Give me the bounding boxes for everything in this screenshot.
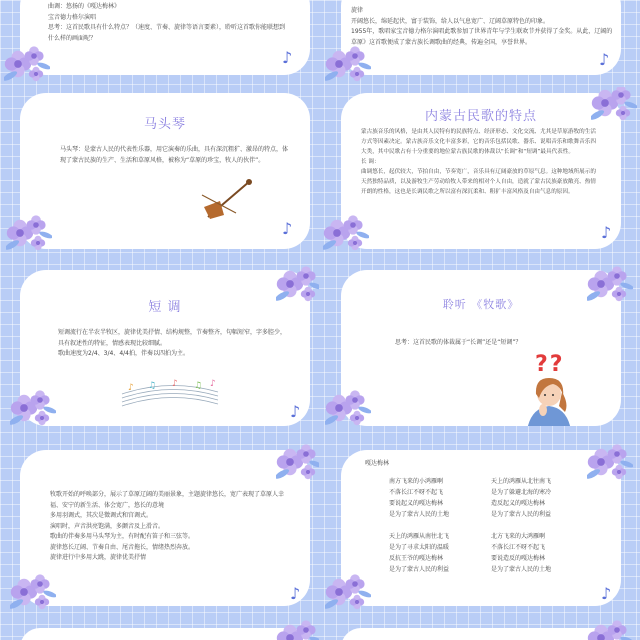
lyric-line: 是为了寻求太阳的温暖 — [389, 544, 450, 551]
slide-card — [20, 270, 310, 426]
flower-cluster-icon — [325, 572, 371, 612]
flower-cluster-icon — [587, 442, 633, 482]
text-line: 旋律进行中多用大跳，旋律优美抒情 — [50, 554, 147, 561]
svg-text:♫: ♫ — [148, 381, 157, 391]
lyric-line: 不落长江不呀不起飞 — [389, 489, 444, 496]
slide-10-partial[interactable] — [321, 620, 640, 640]
slide-3[interactable] — [0, 87, 319, 257]
text-paragraph: 短调流行在半农半牧区，旋律优美抒情、结构规整，节奏整齐，句幅短窄，字多腔少，具有叙述性的特征，情感表现比较细腻。 — [58, 329, 287, 347]
text-paragraph: 长 调： — [361, 159, 380, 165]
flower-cluster-icon — [276, 264, 319, 304]
slide-text — [48, 2, 288, 44]
slide-title: 内蒙古民歌的特点 — [424, 109, 537, 124]
lyric-line — [491, 520, 591, 531]
lyric-line: 是为了躲避北海的寒冷 — [491, 489, 552, 496]
music-note-icon: ♪ — [601, 223, 612, 242]
text-line: 牧歌开始的呼唤部分，展示了草原辽阔的美丽景象，主题旋律悠长，宽广表现了草原人幸福、安宁的新生活、体会宽广，悠长的意境 — [50, 491, 285, 509]
lyrics-column-right — [491, 476, 591, 575]
slide-card — [341, 450, 621, 606]
slide-card — [341, 270, 621, 426]
slide-text — [361, 127, 601, 197]
text-paragraph: 蒙古族音乐的风格，是由其人民特有的民族特点、经济形态、文化交流、尤其是草原游牧的生活方式等因素决定。蒙古族音乐文化丰富多彩，它的音乐包括民歌、器乐、说唱音乐和歌舞音乐四大类，其中民歌占有十分重要的地位蒙古族民歌的体裁以“长调”和“短调”最具代表性。 — [361, 129, 596, 155]
text-line: 曲调：悠扬的《嘎达梅林》 — [48, 3, 121, 10]
flower-cluster-icon — [587, 620, 633, 640]
slide-1[interactable] — [0, 0, 319, 85]
lyric-line: 是为了蒙古人民的利益 — [491, 511, 552, 518]
slide-title: 短 调 — [148, 300, 182, 315]
slide-text — [50, 490, 290, 564]
svg-text:♪: ♪ — [128, 383, 134, 393]
slide-card — [20, 93, 310, 249]
flower-cluster-icon — [276, 620, 319, 640]
lyric-line: 南方飞来的小鸿雁啊 — [389, 478, 444, 485]
text-line: 旋律悠长辽阔、节奏自由、尾音拖长，情绪热烈奔放。 — [50, 543, 195, 551]
lyrics-column-left — [389, 476, 479, 575]
slide-title: 聆听 《牧歌》 — [442, 298, 520, 311]
slide-9-partial[interactable] — [0, 620, 319, 640]
lyric-line: 天上的鸿雁从北往南飞 — [491, 478, 552, 485]
text-line: 1955年，歌唱家宝音德力格尔演唱此歌参加了世界青年与学生联欢节并获得了金奖。从此，辽阔的草原》这首歌便成了蒙古族长调歌曲的经典，传遍全国，享誉世界。 — [351, 28, 613, 46]
music-note-icon: ♪ — [282, 48, 293, 67]
text-paragraph: 歌曲速度为2/4、3/4、4/4拍，伴奏以四拍为主。 — [58, 350, 189, 357]
music-note-icon: ♪ — [599, 50, 610, 69]
flower-cluster-icon — [325, 388, 371, 428]
slide-card — [341, 93, 621, 249]
lyric-line: 北方飞来的大鸿雁啊 — [491, 533, 546, 540]
flower-cluster-icon — [10, 388, 56, 428]
lyric-line: 要说起义的嘎达梅林 — [389, 500, 444, 507]
slide-text: 马头琴：是蒙古人民的代表性乐器，用它演奏的乐曲，具有深沉粗犷、激昂的特点，体现了蒙古民族的生产、生活和草原风格，被称为“草原的珍宝，牧人的伙伴”。 — [60, 146, 289, 164]
flower-cluster-icon — [325, 44, 371, 84]
flower-cluster-icon — [10, 572, 56, 612]
slide-card — [341, 628, 621, 640]
lyric-line: 要说造反的嘎达梅林 — [491, 555, 546, 562]
lyric-line: 不落长江不呀不起飞 — [491, 544, 546, 551]
music-note-icon: ♪ — [290, 584, 301, 603]
text-line: 多用羽调式，其次是徵调式和宫调式。 — [50, 512, 153, 519]
thinking-girl-illustration — [509, 370, 589, 426]
slide-title: 嘎达梅林 — [365, 460, 390, 467]
slide-7[interactable] — [0, 438, 319, 614]
music-note-icon: ♪ — [601, 584, 612, 603]
svg-text:♫: ♫ — [194, 381, 203, 391]
lyric-line: 造反起义的嘎达梅林 — [491, 500, 546, 507]
flower-cluster-icon — [591, 87, 637, 123]
slide-5[interactable] — [0, 262, 319, 434]
text-paragraph: 曲调悠长，起伏较大，节拍自由，节奏宽广，音乐具有辽阔豪放的草原气息。这种地域所展示的天然独特品质，以及游牧生产劳动给牧人带来的相对个人自由，造就了蒙古民族豪放敞亮、热情开朗的性格，这也是长调民歌之所以富有深沉柔和、粗犷丰富风格及自由气息的原因。 — [361, 169, 596, 195]
lyric-line: 是为了蒙古人民的利益 — [389, 566, 450, 573]
text-line: 旋律 — [351, 7, 364, 14]
lyric-line: 是为了蒙古人民的土地 — [491, 566, 552, 573]
music-note-icon: ♪ — [290, 402, 301, 421]
slide-8[interactable] — [321, 438, 640, 614]
svg-text:♪: ♪ — [172, 379, 178, 389]
slide-text: 思考：这首民歌的体裁属于“长调”还是“短调”？ — [395, 339, 522, 346]
morin-khuur-icon — [198, 177, 254, 221]
text-line: 思考：这首民歌具有什么特点？（速度、节奏、旋律等语言要素），聆听这首歌你能联想到什么样的画面呢？ — [48, 24, 286, 42]
flower-cluster-icon — [323, 213, 369, 253]
slide-text — [351, 6, 613, 48]
text-line: 开阔悠长，绵延起伏，富于装饰，给人以气息宽广、辽阔草原特色的印象。 — [351, 17, 550, 25]
flower-cluster-icon — [6, 213, 52, 253]
slide-card — [20, 0, 310, 75]
slide-4[interactable] — [321, 87, 640, 257]
music-note-icon: ♪ — [282, 219, 293, 238]
flower-cluster-icon — [587, 264, 633, 304]
lyric-line: 天上的鸿雁从南往北飞 — [389, 533, 450, 540]
slide-card — [20, 450, 310, 606]
svg-text:♪: ♪ — [210, 379, 216, 389]
lyric-line: 是为了蒙古人民的土地 — [389, 511, 450, 518]
slide-text — [58, 328, 286, 360]
text-line: 宝音德力格尔演唱 — [48, 13, 97, 21]
slide-2[interactable] — [321, 0, 640, 85]
flower-cluster-icon — [276, 442, 319, 482]
question-marks: ?? — [535, 352, 565, 377]
text-line: 歌曲的伴奏多用马头琴为主，有时配有笛子和三弦等。 — [50, 533, 195, 540]
flower-cluster-icon — [4, 44, 50, 84]
slide-card — [20, 628, 310, 640]
music-staff-icon — [120, 376, 220, 408]
slide-card — [341, 0, 621, 75]
lyric-line: 反抗王爷的嘎达梅林 — [389, 555, 444, 562]
slide-6[interactable] — [321, 262, 640, 434]
slide-title: 马头琴 — [143, 117, 186, 132]
text-line: 演唱时，声音洪亮饱满，多颤音及上滑音。 — [50, 522, 165, 530]
lyric-line — [389, 520, 479, 531]
